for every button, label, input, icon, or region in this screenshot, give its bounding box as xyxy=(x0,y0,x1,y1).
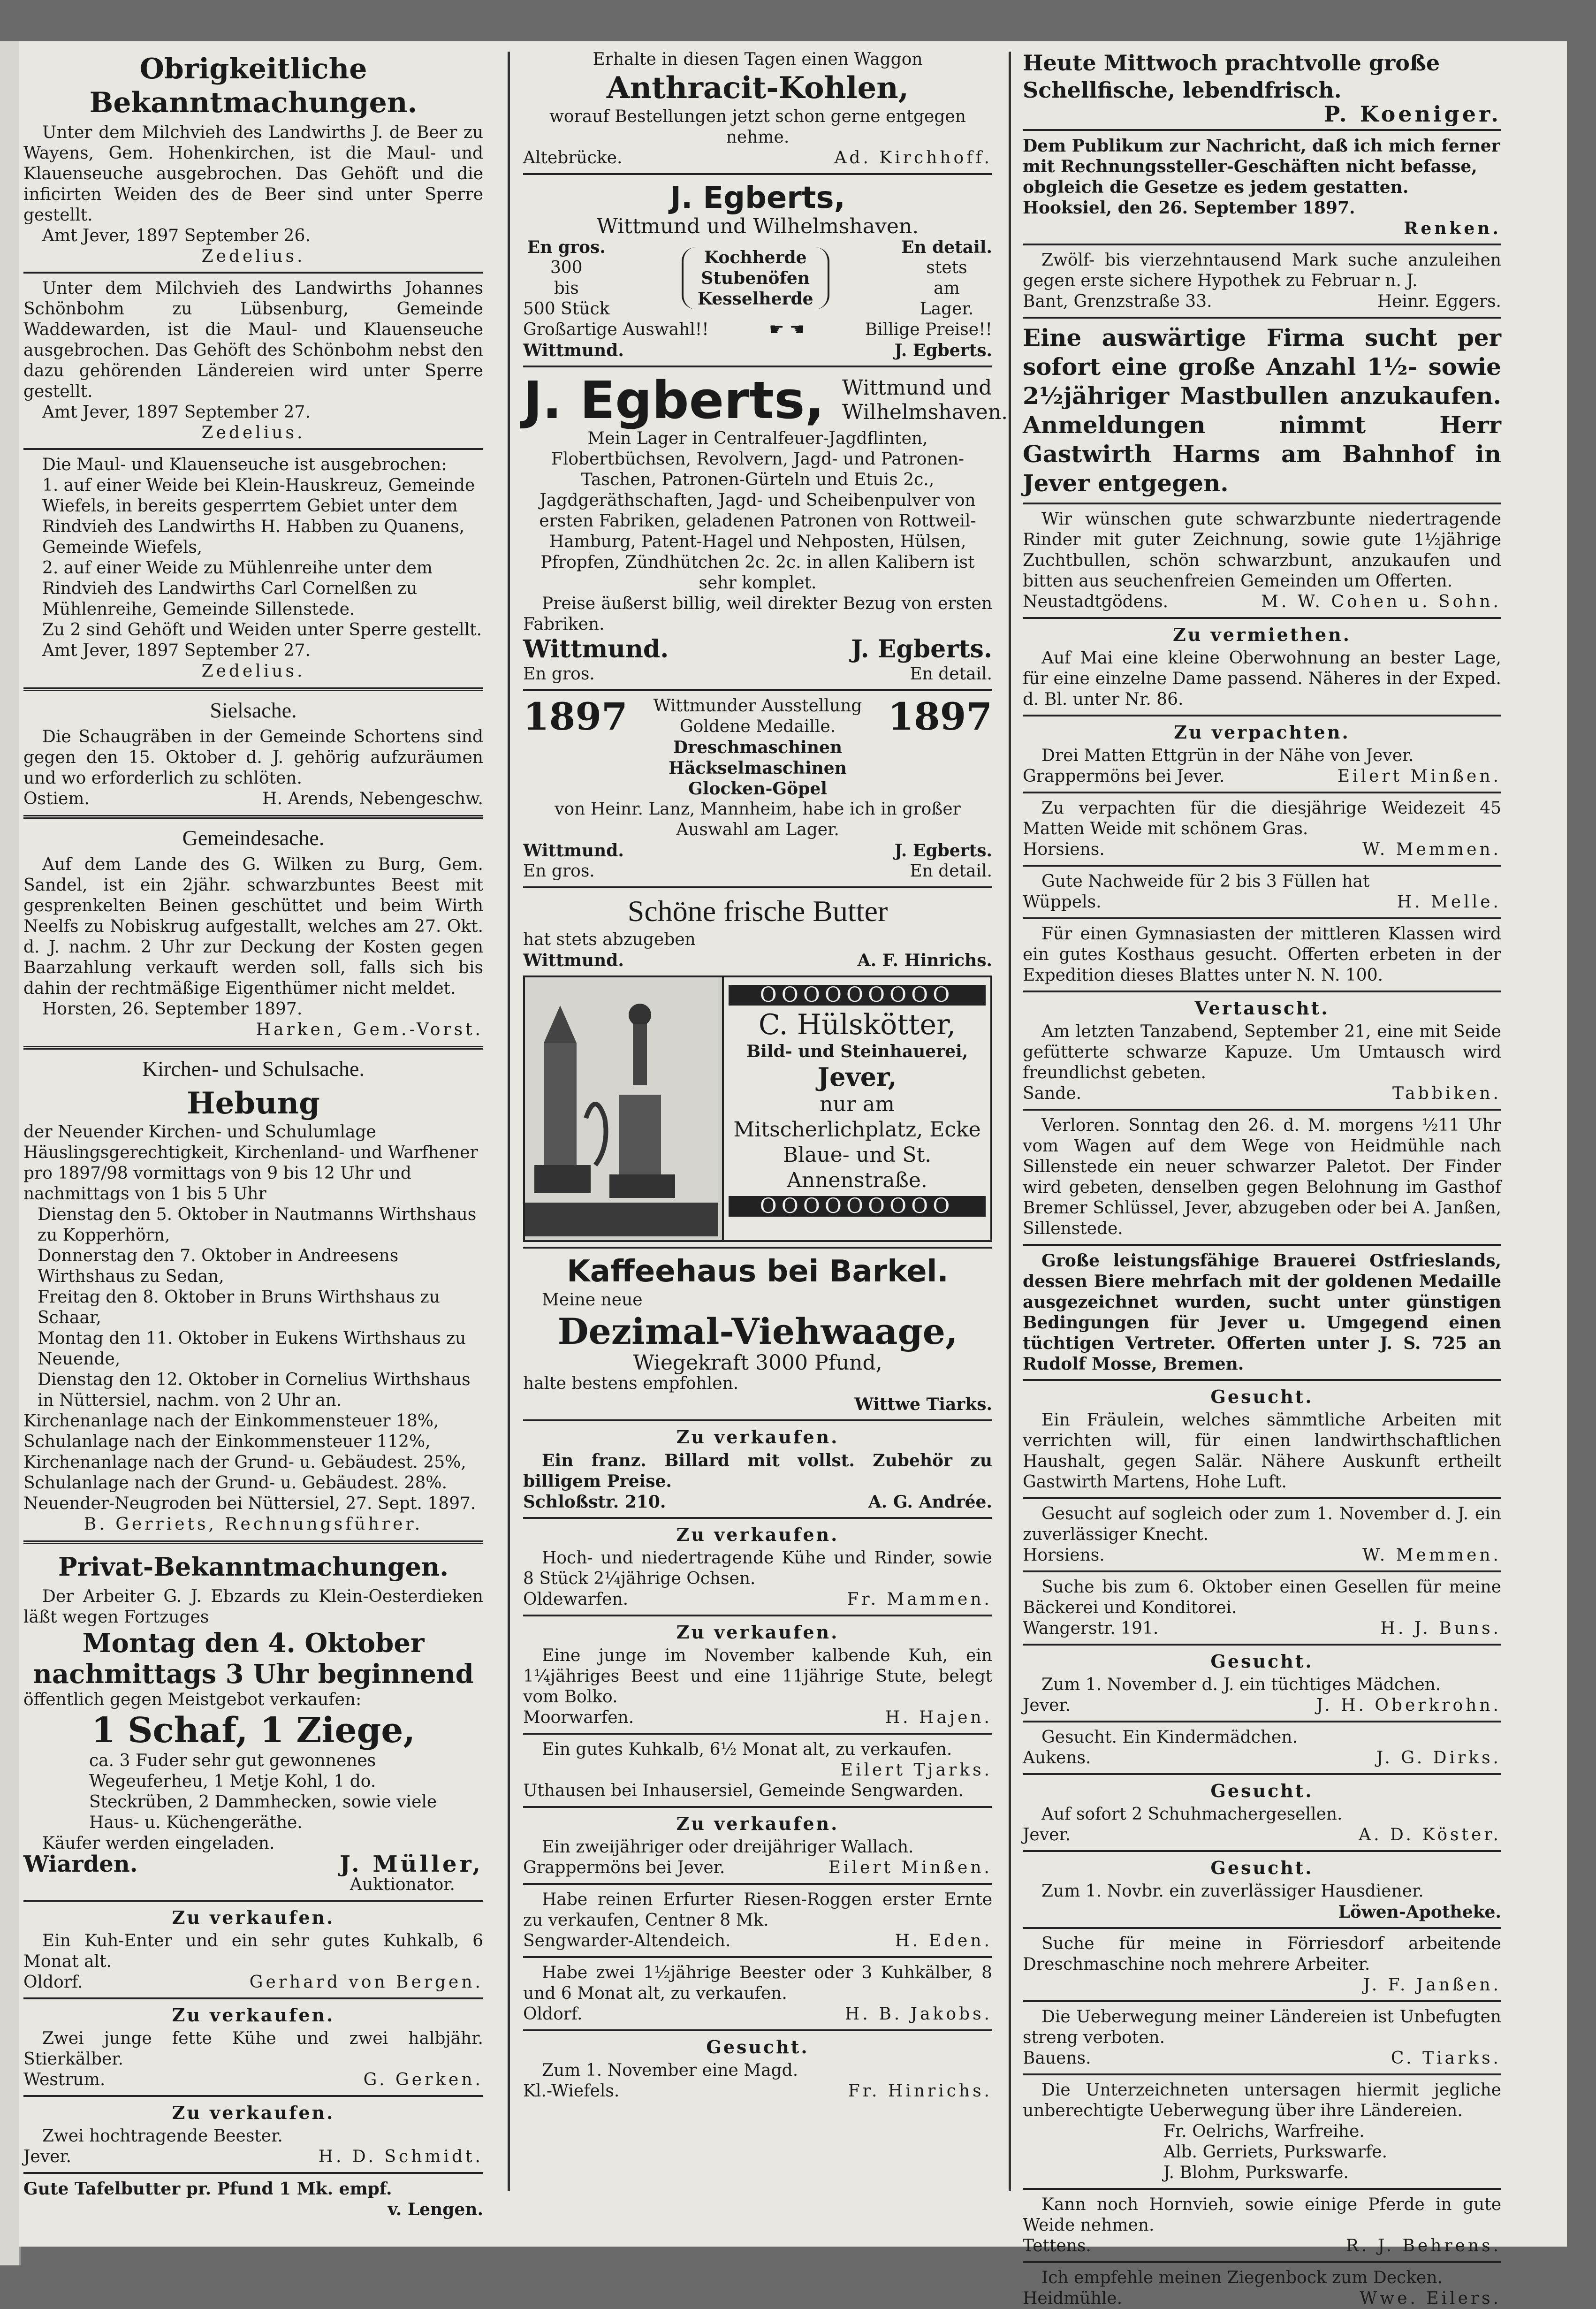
vert-text: Am letzten Tanzabend, September 21, eine mit Seide gefütterte schwarze Kapuze. Um Umtausch wird freundlichst gebeten. xyxy=(1023,1022,1501,1082)
huls-trade: Bild- und Steinhauerei, xyxy=(746,1042,968,1061)
column-3 xyxy=(1023,49,1501,2308)
eg1-left-val-2: bis xyxy=(554,279,579,298)
eggers-sig: Heinr. Eggers. xyxy=(1377,292,1501,311)
v5-place: Grappermöns bei Jever. xyxy=(523,1858,725,1877)
eil-text: Ich empfehle meinen Ziegenbock zum Decken. xyxy=(1041,2268,1443,2287)
kaffee-title: Kaffeehaus bei Barkel. xyxy=(567,1254,949,1289)
g6-text: Auf sofort 2 Schuhmachergesellen. xyxy=(1041,1805,1343,1824)
divider xyxy=(1023,244,1501,245)
huls-dots-bottom: OOOOOOOOO xyxy=(729,1196,986,1217)
zv2-title: Zu verkaufen. xyxy=(172,2004,335,2026)
eg3-item-3: Glocken-Göpel xyxy=(688,779,827,799)
divider xyxy=(1023,2188,1501,2190)
butter-sig: v. Lengen. xyxy=(388,2200,483,2219)
v1-title: Zu verkaufen. xyxy=(676,1426,839,1448)
vert-title: Vertauscht. xyxy=(1194,998,1330,1019)
melle-sig: H. Melle. xyxy=(1397,892,1501,912)
eg1-item-2: Stubenöfen xyxy=(701,268,810,288)
page-gutter xyxy=(0,41,21,2265)
obrig2-sig: Zedelius. xyxy=(201,423,305,442)
zv3-place: Jever. xyxy=(23,2147,72,2166)
v8-sig: Fr. Hinrichs. xyxy=(848,2081,992,2101)
g4-text: Zum 1. November d. J. ein tüchtiges Mädchen. xyxy=(1041,1675,1441,1694)
divider xyxy=(1023,1850,1501,1852)
eg3-item-1: Dreschmaschinen xyxy=(673,738,843,757)
gem-title: Gemeindesache. xyxy=(182,826,325,850)
divider xyxy=(23,272,483,274)
hebung-date-3: Freitag den 8. Oktober in Bruns Wirthshaus zu Schaar, xyxy=(38,1288,440,1327)
divider xyxy=(1023,2000,1501,2002)
hebung-sig: B. Gerriets, Rechnungsführer. xyxy=(84,1515,423,1534)
eg3-item-2: Häckselmaschinen xyxy=(669,758,847,778)
divider xyxy=(1023,715,1501,716)
divider xyxy=(23,448,483,450)
eil-sig: Wwe. Eilers. xyxy=(1360,2289,1501,2308)
v5-title: Zu verkaufen. xyxy=(676,1813,839,1834)
eg2-text: Mein Lager in Centralfeuer-Jagdflinten, Flobertbüchsen, Revolvern, Jagd- und Patronen-Taschen, Patronen-Gürteln und Etuis 2c., Jagdgeräthschaften, Jagd- und Scheibenpulver von ersten Fabriken, geladenen Patronen von Rottweil-Hamburg, Patent-Hagel und Nehposten, Hülsen, Pfropfen, Zündhütchen 2c. 2c. in allen Kalibern ist sehr komplet. xyxy=(539,429,976,593)
v1-text: Ein franz. Billard mit vollst. Zubehör zu billigem Preise. xyxy=(523,1451,992,1491)
eg1-left-val-3: 500 Stück xyxy=(523,299,610,319)
anth-sig: Ad. Kirchhoff. xyxy=(834,148,992,168)
verp2-text: Zu verpachten für die diesjährige Weidezeit 45 Matten Weide mit schönem Gras. xyxy=(1023,799,1501,838)
divider xyxy=(1023,917,1501,919)
anth-text: worauf Bestellungen jetzt schon gerne entgegen nehme. xyxy=(549,107,966,147)
divider xyxy=(23,2172,483,2174)
eg1-items xyxy=(682,247,829,309)
obrig2-text: Unter dem Milchvieh des Landwirths Johannes Schönbohm zu Lübsenburg, Gemeinde Waddewarden, ist die Maul- und Klauenseuche ausgebrochen. Das Gehöft des Schönbohm nebst den dazu gehörenden Ländereien wird unter Sperre gestellt. xyxy=(23,279,483,401)
g6-sig: A. D. Köster. xyxy=(1359,1825,1501,1844)
tiarks-text: Die Ueberwegung meiner Ländereien ist Unbefugten streng verboten. xyxy=(1023,2007,1501,2047)
fish-title: Heute Mittwoch prachtvolle große Schellfische, lebendfrisch. xyxy=(1023,50,1440,103)
divider xyxy=(523,1733,992,1735)
g2-place: Horsiens. xyxy=(1023,1546,1105,1565)
eg1-right-val-2: am xyxy=(934,279,960,298)
zv1-text: Ein Kuh-Enter und ein sehr gutes Kuhkalb, 6 Monat alt. xyxy=(23,1931,483,1971)
g4-sig: J. H. Oberkrohn. xyxy=(1316,1696,1501,1715)
pointing-hand-icon: ☛ ☚ xyxy=(769,320,805,339)
hebung-rate-1: Kirchenanlage nach der Einkommensteuer 18%, xyxy=(23,1411,439,1431)
butter-text: Gute Tafelbutter pr. Pfund 1 Mk. empf. xyxy=(23,2179,392,2199)
melle-place: Wüppels. xyxy=(1023,892,1102,912)
divider xyxy=(523,1517,992,1519)
vert-sig: Tabbiken. xyxy=(1392,1084,1501,1103)
huelskoetter-ad xyxy=(523,975,992,1242)
vert-place: Sande. xyxy=(1023,1084,1082,1103)
v2-sig: Fr. Mammen. xyxy=(847,1590,992,1609)
hebung-title: Hebung xyxy=(187,1086,320,1121)
g4-title: Gesucht. xyxy=(1210,1651,1314,1672)
v4-text: Ein gutes Kuhkalb, 6½ Monat alt, zu verkaufen. xyxy=(542,1740,952,1759)
zv3-text: Zwei hochtragende Beester. xyxy=(42,2126,283,2146)
huls-dots-top: OOOOOOOOO xyxy=(729,985,986,1006)
obrig3-text: Zu 2 sind Gehöft und Weiden unter Sperre gestellt. xyxy=(42,620,482,640)
verp1-place: Grappermöns bei Jever. xyxy=(1023,767,1225,786)
hebung-rate-3: Kirchenanlage nach der Grund- u. Gebäudest. 25%, xyxy=(23,1453,466,1472)
v3-place: Moorwarfen. xyxy=(523,1708,634,1727)
v1-sig: A. G. Andrée. xyxy=(868,1492,992,1512)
gem-text: Auf dem Lande des G. Wilken zu Burg, Gem. Sandel, ist ein 2jähr. schwarzbuntes Beest mit gesprenkelten Beinen geschüttet und beim Wirth Neelfs zu Nobiskrug aufgestallt, welches am 27. Okt. d. J. nachm. 2 Uhr zur Deckung der Kosten gegen Baarzahlung verkauft werden soll, falls sich bis dahin der rechtmäßige Eigenthümer nicht meldet. xyxy=(23,855,483,998)
divider xyxy=(1023,1109,1501,1111)
priv-text2: öffentlich gegen Meistgebot verkaufen: xyxy=(23,1690,362,1709)
hebung-date-5: Dienstag den 12. Oktober in Cornelius Wirthshaus in Nüttersiel, nachm. von 2 Uhr an. xyxy=(38,1370,471,1410)
beh-place: Tettens. xyxy=(1023,2236,1091,2256)
g7-title: Gesucht. xyxy=(1210,1857,1314,1878)
divider xyxy=(1023,2261,1501,2263)
priv-title: Privat-Bekanntmachungen. xyxy=(58,1552,449,1582)
eggers-text: Zwölf- bis vierzehntausend Mark suche anzuleihen gegen erste sichere Hypothek zu Februar n. J. xyxy=(1023,251,1501,290)
obrig1-sig: Zedelius. xyxy=(201,247,305,266)
ueber-sig3: J. Blohm, Purkswarfe. xyxy=(1163,2163,1349,2182)
renken-text: Dem Publikum zur Nachricht, daß ich mich ferner mit Rechnungssteller-Geschäften nicht befasse, obgleich die Gesetze es jedem gestatten. xyxy=(1023,136,1500,197)
g2-sig: W. Memmen. xyxy=(1362,1546,1501,1565)
v8-title: Gesucht. xyxy=(706,2036,809,2058)
anth-title: Anthracit-Kohlen, xyxy=(606,70,909,106)
v6-sig: H. Eden. xyxy=(895,1931,992,1951)
gravestone-illustration-icon xyxy=(525,977,724,1240)
verp1-text: Drei Matten Ettgrün in der Nähe von Jever. xyxy=(1041,746,1414,765)
priv-items-big: 1 Schaf, 1 Ziege, xyxy=(91,1710,416,1751)
eg3-right: En detail. xyxy=(910,861,992,881)
zv3-sig: H. D. Schmidt. xyxy=(318,2147,483,2166)
divider xyxy=(523,1247,992,1249)
g5-text: Gesucht. Ein Kindermädchen. xyxy=(1041,1728,1298,1747)
zv1-sig: Gerhard von Bergen. xyxy=(249,1973,483,1992)
priv-sig2: Auktionator. xyxy=(350,1875,455,1894)
cohen-place: Neustadtgödens. xyxy=(1023,592,1169,611)
tiarks-place: Bauens. xyxy=(1023,2049,1091,2068)
column-rule-1 xyxy=(508,52,510,2191)
eggers-place: Bant, Grenzstraße 33. xyxy=(1023,292,1212,311)
v5-sig: Eilert Minßen. xyxy=(828,1858,992,1877)
eg1-item-1: Kochherde xyxy=(704,248,807,267)
priv-text: Der Arbeiter G. J. Ebzards zu Klein-Oesterdieken läßt wegen Fortzuges xyxy=(23,1587,483,1627)
brau-text: Große leistungsfähige Brauerei Ostfrieslands, dessen Biere mehrfach mit der goldenen Medaille ausgezeichnet wurden, sucht unter günstigen Bedingungen für Jever u. Umgegend einen tüchtigen Vertreter. Offerten unter J. S. 725 an Rudolf Mosse, Bremen. xyxy=(1023,1251,1501,1374)
v1-place: Schloßstr. 210. xyxy=(523,1492,666,1512)
zv1-title: Zu verkaufen. xyxy=(172,1907,335,1928)
divider xyxy=(1023,1773,1501,1775)
zv2-text: Zwei junge fette Kühe und zwei halbjähr. Stierkälber. xyxy=(23,2029,483,2069)
kirch-title: Kirchen- und Schulsache. xyxy=(142,1057,365,1081)
v7-sig: H. B. Jakobs. xyxy=(845,2004,992,2024)
ueber-sig2: Alb. Gerriets, Purkswarfe. xyxy=(1163,2142,1388,2162)
divider xyxy=(523,1956,992,1958)
anth-place: Altebrücke. xyxy=(523,148,623,168)
divider xyxy=(23,1046,483,1050)
divider xyxy=(523,1615,992,1616)
divider xyxy=(1023,991,1501,992)
v6-text: Habe reinen Erfurter Riesen-Roggen erster Ernte zu verkaufen, Centner 8 Mk. xyxy=(523,1890,992,1930)
eg2-city: Wittmund und Wilhelmshaven. xyxy=(842,376,1008,424)
eg1-right-val-3: Lager. xyxy=(920,299,974,319)
divider xyxy=(23,1997,483,1999)
jan-text: Suche für meine in Förriesdorf arbeitende Dreschmaschine noch mehrere Arbeiter. xyxy=(1023,1934,1501,1974)
beh-sig: R. J. Behrens. xyxy=(1345,2236,1501,2256)
kaffee-text: halte bestens empfohlen. xyxy=(523,1374,739,1393)
hebung-date: Neuender-Neugroden bei Nüttersiel, 27. Sept. 1897. xyxy=(23,1494,476,1513)
butter-title: Schöne frische Butter xyxy=(627,894,888,928)
v7-text: Habe zwei 1½jährige Beester oder 3 Kuhkälber, 8 und 6 Monat alt, zu verkaufen. xyxy=(523,1963,992,2003)
butter-place: Wittmund. xyxy=(523,951,624,970)
priv-items: ca. 3 Fuder sehr gut gewonnenes Wegeuferheu, 1 Metje Kohl, 1 do. Steckrüben, 2 Dammhecken, sowie viele Haus- u. Küchengeräthe. xyxy=(89,1751,437,1832)
v7-place: Oldorf. xyxy=(523,2004,583,2024)
divider xyxy=(1023,503,1501,504)
eg1-sig: J. Egberts. xyxy=(894,341,992,360)
divider xyxy=(1023,792,1501,793)
v3-sig: H. Hajen. xyxy=(885,1708,992,1727)
v4-place: Uthausen bei Inhausersiel, Gemeinde Sengwarden. xyxy=(523,1781,964,1800)
eg1-sub: Wittmund und Wilhelmshaven. xyxy=(596,214,919,238)
v8-text: Zum 1. November eine Magd. xyxy=(542,2061,798,2080)
obrig-title: Obrigkeitliche Bekanntmachungen. xyxy=(89,53,418,119)
divider xyxy=(1023,617,1501,619)
butter-sig: A. F. Hinrichs. xyxy=(857,951,992,970)
g7-text: Zum 1. Novbr. ein zuverlässiger Hausdiener. xyxy=(1041,1882,1424,1901)
verp1-title: Zu verpachten. xyxy=(1174,722,1350,743)
anth-pre: Erhalte in diesen Tagen einen Waggon xyxy=(593,50,923,69)
tiarks-sig: C. Tiarks. xyxy=(1391,2049,1501,2068)
column-rule-2 xyxy=(1009,52,1011,2191)
g6-place: Jever. xyxy=(1023,1825,1071,1844)
priv-sig: J. Müller, xyxy=(340,1851,483,1877)
siel-title: Sielsache. xyxy=(210,698,297,722)
g3-sig: H. J. Buns. xyxy=(1380,1619,1501,1638)
kaffee-big: Dezimal-Viehwaage, xyxy=(557,1311,958,1352)
obrig1-date: Amt Jever, 1897 September 26. xyxy=(42,226,311,245)
eg1-item-3: Kesselherde xyxy=(697,289,813,309)
divider xyxy=(1023,2073,1501,2075)
zv2-place: Westrum. xyxy=(23,2070,106,2089)
divider xyxy=(23,687,483,691)
ueber-text: Die Unterzeichneten untersagen hiermit jegliche unberechtigte Ueberwegung über ihre Ländereien. xyxy=(1023,2080,1501,2120)
gem-sig: Harken, Gem.-Vorst. xyxy=(256,1020,483,1039)
siel-sig: H. Arends, Nebengeschw. xyxy=(262,789,483,808)
divider xyxy=(1023,1721,1501,1722)
eg3-sig: J. Egberts. xyxy=(894,841,992,861)
cohen-text: Wir wünschen gute schwarzbunte niedertragende Rinder mit guter Zeichnung, sowie gute 1½jährige Zuchtbullen, schön schwarzbunt, anzukaufen und bitten aus seuchenfreien Gemeinden um Offerten. xyxy=(1023,510,1501,591)
obrig1-text: Unter dem Milchvieh des Landwirths J. de Beer zu Wayens, Gem. Hohenkirchen, ist die Maul- und Klauenseuche ausgebrochen. Das Gehöft und die inficirten Weiden des de Beer sind unter Sperre gestellt. xyxy=(23,123,483,225)
beh-text: Kann noch Hornvieh, sowie einige Pferde in gute Weide nehmen. xyxy=(1023,2195,1501,2235)
eg1-right: En detail. xyxy=(901,237,992,257)
eg3-center2: Goldene Medaille. xyxy=(679,717,836,736)
g3-text: Suche bis zum 6. Oktober einen Gesellen für meine Bäckerei und Konditorei. xyxy=(1023,1577,1501,1617)
obrig3-sig: Zedelius. xyxy=(201,662,305,681)
v3-title: Zu verkaufen. xyxy=(676,1622,839,1643)
divider xyxy=(1023,1379,1501,1381)
melle-text: Gute Nachweide für 2 bis 3 Füllen hat xyxy=(1041,872,1370,891)
zv1-place: Oldorf. xyxy=(23,1973,83,1992)
v2-title: Zu verkaufen. xyxy=(676,1524,839,1545)
renken-date: Hooksiel, den 26. September 1897. xyxy=(1023,198,1355,218)
divider xyxy=(23,815,483,819)
hebung-date-2: Donnerstag den 7. Oktober in Andreesens Wirthshaus zu Sedan, xyxy=(38,1246,399,1286)
divider xyxy=(523,2029,992,2031)
kaffee-weight: Wiegekraft 3000 Pfund, xyxy=(633,1351,882,1375)
zv3-title: Zu verkaufen. xyxy=(172,2102,335,2123)
divider xyxy=(1023,865,1501,867)
g7-sig: Löwen-Apotheke. xyxy=(1338,1902,1501,1922)
kaffee-pre: Meine neue xyxy=(542,1290,643,1310)
divider xyxy=(1023,317,1501,319)
divider xyxy=(523,1419,992,1421)
verm-title: Zu vermiethen. xyxy=(1173,624,1351,645)
eil-place: Heidmühle. xyxy=(1023,2289,1123,2308)
divider xyxy=(1023,129,1501,131)
eg2-text2: Preise äußerst billig, weil direkter Bezug von ersten Fabriken. xyxy=(523,594,992,634)
eg2-right: En detail. xyxy=(910,664,992,684)
g2-text: Gesucht auf sogleich oder zum 1. November d. J. ein zuverlässiger Knecht. xyxy=(1023,1504,1501,1544)
eg3-center1: Wittmunder Ausstellung xyxy=(653,696,862,716)
eg3-text: von Heinr. Lanz, Mannheim, habe ich in großer Auswahl am Lager. xyxy=(555,800,961,839)
g1-text: Ein Fräulein, welches sämmtliche Arbeiten mit verrichten will, für einen landwirthschaftlichen Haushalt, gegen Salär. Nähere Auskunft ertheilt Gastwirth Martens, Hohe Luft. xyxy=(1023,1410,1501,1492)
obrig3-item2: 2. auf einer Weide zu Mühlenreihe unter dem Rindvieh des Landwirths Carl Cornelßen zu Mühlenreihe, Gemeinde Sillenstede. xyxy=(42,558,433,619)
eg1-title: J. Egberts, xyxy=(670,181,845,215)
mast-text: Eine auswärtige Firma sucht per sofort eine große Anzahl 1½- sowie 2½jähriger Mastbullen anzukaufen. Anmeldungen nimmt Herr Gastwirth Harms am Bahnhof in Jever entgegen. xyxy=(1023,324,1501,497)
eg1-foot-left: Großartige Auswahl!! xyxy=(523,320,709,339)
huls-name: C. Hülskötter, xyxy=(758,1008,956,1041)
eg2-sig: J. Egberts. xyxy=(851,635,992,663)
hebung-date-4: Montag den 11. Oktober in Eukens Wirthshaus zu Neuende, xyxy=(38,1329,466,1369)
cohen-sig: M. W. Cohen u. Sohn. xyxy=(1261,592,1501,611)
renken-sig: Renken. xyxy=(1404,219,1501,238)
eg1-foot-right: Billige Preise!! xyxy=(865,320,992,339)
divider xyxy=(1023,1570,1501,1572)
gem-date: Horsten, 26. September 1897. xyxy=(42,999,303,1019)
kaffee-sig: Wittwe Tiarks. xyxy=(854,1395,992,1414)
verl-text: Verloren. Sonntag den 26. d. M. morgens ½11 Uhr vom Wagen auf dem Wege von Heidmühle nach Sillenstede ein neuer schwarzer Paletot. Der Finder wird gebeten, denselben gegen Belohnung im Gasthof Bremer Schlüssel, Jever, abzugeben oder bei A. Janßen, Sillenstede. xyxy=(1023,1116,1501,1238)
siel-place: Ostiem. xyxy=(23,789,90,808)
divider xyxy=(523,173,992,175)
zv2-sig: G. Gerken. xyxy=(363,2070,483,2089)
divider xyxy=(1023,1497,1501,1499)
divider xyxy=(23,1900,483,1902)
divider xyxy=(523,366,992,367)
obrig3-date: Amt Jever, 1897 September 27. xyxy=(42,641,311,660)
jan-sig: J. F. Janßen. xyxy=(1363,1975,1501,1995)
eg1-left: En gros. xyxy=(527,237,606,257)
fish-sig: P. Koeniger. xyxy=(1323,101,1501,127)
eg1-left-val-1: 300 xyxy=(550,258,583,277)
v8-place: Kl.-Wiefels. xyxy=(523,2081,620,2101)
eg3-place: Wittmund. xyxy=(523,841,624,861)
verp2-sig: W. Memmen. xyxy=(1362,840,1501,859)
ueber-sig1: Fr. Oelrichs, Warfreihe. xyxy=(1163,2122,1365,2141)
v6-place: Sengwarder-Altendeich. xyxy=(523,1931,731,1951)
eg1-right-val-1: stets xyxy=(926,258,967,277)
v3-text: Eine junge im November kalbende Kuh, ein 1¼jähriges Beest und eine 11jährige Stute, belegt vom Bolko. xyxy=(523,1646,992,1707)
g3-place: Wangerstr. 191. xyxy=(1023,1619,1159,1638)
hebung-rate-2: Schulanlage nach der Einkommensteuer 112%, xyxy=(23,1432,431,1451)
eg2-left: En gros. xyxy=(523,664,595,684)
divider xyxy=(1023,1644,1501,1646)
hebung-text: der Neuender Kirchen- und Schulumlage Häuslingsgerechtigkeit, Kirchenland- und Warfhener pro 1897/98 vormittags von 9 bis 12 Uhr und nachmittags von 1 bis 5 Uhr xyxy=(23,1122,478,1204)
butter-text: hat stets abzugeben xyxy=(523,930,696,949)
divider xyxy=(523,1883,992,1885)
divider xyxy=(1023,1244,1501,1246)
verp2-place: Horsiens. xyxy=(1023,840,1105,859)
priv-date-big: Montag den 4. Oktober nachmittags 3 Uhr beginnend xyxy=(33,1628,474,1690)
g6-title: Gesucht. xyxy=(1210,1780,1314,1801)
siel-text: Die Schaugräben in der Gemeinde Schortens sind gegen den 15. Oktober d. J. gehörig aufzuräumen und wo erforderlich zu schlöten. xyxy=(23,727,483,788)
v4-sig: Eilert Tjarks. xyxy=(840,1760,992,1780)
g1-title: Gesucht. xyxy=(1210,1386,1314,1407)
divider xyxy=(23,1540,483,1544)
g5-place: Aukens. xyxy=(1023,1748,1091,1768)
v5-text: Ein zweijähriger oder dreijähriger Wallach. xyxy=(542,1837,914,1857)
divider xyxy=(1023,1927,1501,1929)
divider xyxy=(523,1806,992,1808)
column-1 xyxy=(23,49,483,2219)
v2-text: Hoch- und niedertragende Kühe und Rinder, sowie 8 Stück 2¼jährige Ochsen. xyxy=(523,1548,992,1588)
g4-place: Jever. xyxy=(1023,1696,1071,1715)
obrig3-intro: Die Maul- und Klauenseuche ist ausgebrochen: xyxy=(42,455,447,474)
obrig3-item1: 1. auf einer Weide bei Klein-Hauskreuz, Gemeinde Wiefels, in bereits gesperrtem Gebiet unter dem Rindvieh des Landwirths H. Habben zu Quanens, Gemeinde Wiefels, xyxy=(42,476,475,557)
huls-addr: nur am Mitscherlichplatz, Ecke Blaue- und St. Annenstraße. xyxy=(733,1092,981,1192)
g5-sig: J. G. Dirks. xyxy=(1376,1748,1501,1768)
v2-place: Oldewarfen. xyxy=(523,1590,629,1609)
priv-place: Wiarden. xyxy=(23,1851,138,1877)
eg2-title: J. Egberts, xyxy=(523,370,825,430)
obrig2-date: Amt Jever, 1897 September 27. xyxy=(42,403,311,422)
verm-text: Auf Mai eine kleine Oberwohnung an bester Lage, für eine einzelne Dame passend. Näheres in der Exped. d. Bl. unter Nr. 86. xyxy=(1023,648,1501,709)
hebung-date-1: Dienstag den 5. Oktober in Nautmanns Wirthshaus zu Kopperhörn, xyxy=(38,1205,477,1245)
eg2-place: Wittmund. xyxy=(523,635,669,663)
eg3-year-left: 1897 xyxy=(523,694,628,739)
eg1-place: Wittmund. xyxy=(523,341,624,360)
huls-city: Jever, xyxy=(817,1062,897,1092)
eg3-left: En gros. xyxy=(523,861,595,881)
column-2 xyxy=(523,49,1008,2189)
divider xyxy=(23,2095,483,2097)
hebung-rate-4: Schulanlage nach der Grund- u. Gebäudest. 28%. xyxy=(23,1473,448,1493)
divider xyxy=(523,886,992,888)
gymn-text: Für einen Gymnasiasten der mittleren Klassen wird ein gutes Kosthaus gesucht. Offerten erbeten in der Expedition dieses Blattes unter N. N. 100. xyxy=(1023,924,1501,985)
verp1-sig: Eilert Minßen. xyxy=(1337,767,1501,786)
divider xyxy=(523,689,992,691)
eg3-year-right: 1897 xyxy=(888,694,992,739)
priv-invite: Käufer werden eingeladen. xyxy=(42,1834,275,1853)
